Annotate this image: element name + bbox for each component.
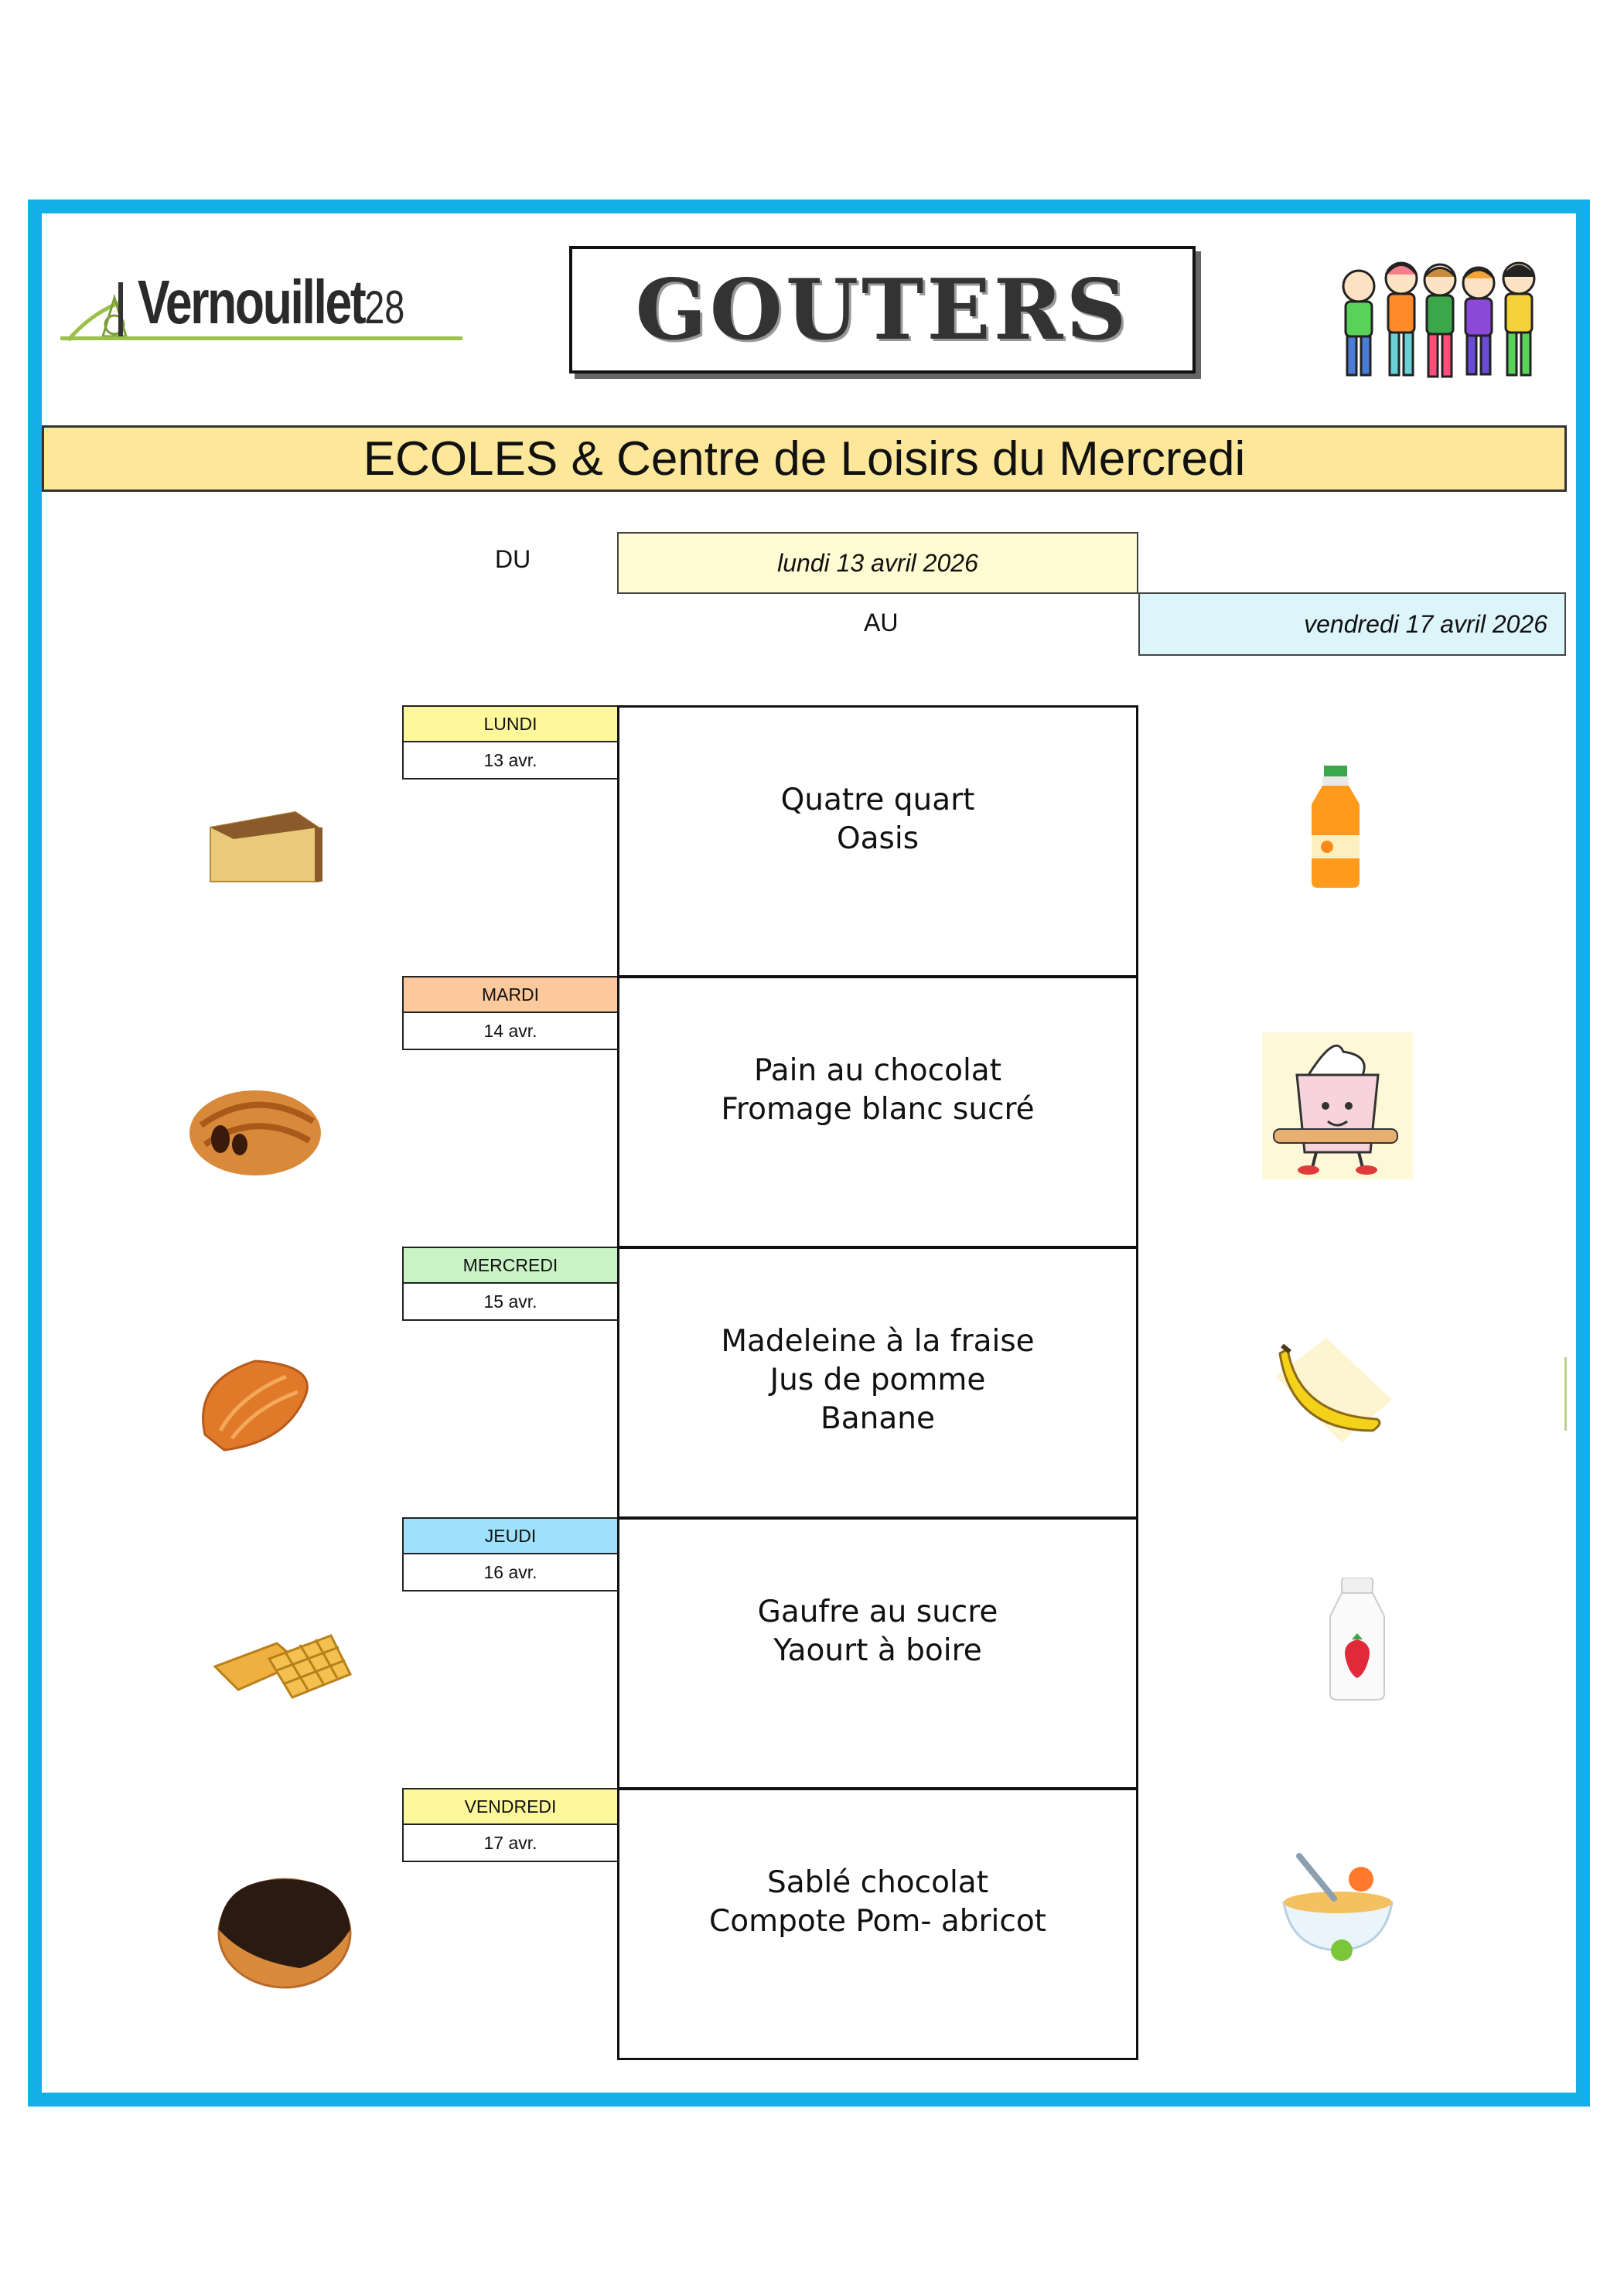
day-name-mardi: MARDI	[402, 976, 619, 1013]
madeleine-icon	[193, 1349, 317, 1458]
day-date-jeudi: 16 avr.	[402, 1554, 619, 1592]
day-name-lundi: LUNDI	[402, 705, 619, 742]
menu-item: Compote Pom- abricot	[709, 1904, 1046, 1939]
menu-box-lundi	[617, 705, 1138, 977]
decorative-line	[1564, 1357, 1567, 1431]
logo-underline	[60, 336, 462, 340]
page-title: GOUTERS	[635, 261, 1130, 359]
day-name-jeudi: JEUDI	[402, 1517, 619, 1554]
menu-box-jeudi	[617, 1517, 1138, 1789]
menu-item: Yaourt à boire	[773, 1633, 982, 1668]
start-date: lundi 13 avril 2026	[617, 532, 1138, 594]
du-label: DU	[495, 545, 531, 573]
day-date-vendredi: 17 avr.	[402, 1825, 619, 1862]
day-name-vendredi: VENDREDI	[402, 1788, 619, 1825]
logo-text: Vernouillet28	[138, 268, 405, 336]
menu-item: Madeleine à la fraise	[721, 1324, 1035, 1359]
menu-box-mercredi	[617, 1247, 1138, 1519]
children-group-icon	[1324, 255, 1556, 391]
au-label: AU	[864, 609, 899, 636]
menu-box-vendredi	[617, 1788, 1138, 2060]
compote-bowl-icon	[1276, 1848, 1400, 1964]
menu-item: Banane	[821, 1401, 935, 1436]
vernouillet-logo	[60, 267, 470, 360]
menu-item: Jus de pomme	[769, 1363, 986, 1397]
menu-item: Sablé chocolat	[767, 1865, 988, 1900]
menu-box-mardi	[617, 976, 1138, 1248]
menu-item: Pain au chocolat	[754, 1053, 1001, 1088]
pound-cake-icon	[203, 804, 326, 889]
day-date-mercredi: 15 avr.	[402, 1284, 619, 1321]
day-name-mercredi: MERCREDI	[402, 1247, 619, 1284]
chocolate-biscuit-icon	[215, 1875, 354, 1991]
banana-icon	[1268, 1330, 1400, 1446]
day-date-lundi: 13 avr.	[402, 742, 619, 780]
waffle-icon	[207, 1628, 354, 1705]
menu-item: Quatre quart	[780, 783, 975, 817]
day-date-mardi: 14 avr.	[402, 1013, 619, 1050]
menu-item: Gaufre au sucre	[757, 1595, 998, 1629]
juice-bottle-icon	[1307, 766, 1365, 889]
subtitle-banner: ECOLES & Centre de Loisirs du Mercredi	[42, 425, 1567, 492]
end-date: vendredi 17 avril 2026	[1138, 592, 1566, 656]
menu-item: Oasis	[836, 821, 919, 856]
menu-item: Fromage blanc sucré	[721, 1092, 1035, 1127]
yogurt-cup-icon	[1262, 1032, 1413, 1179]
drinking-yogurt-icon	[1322, 1578, 1392, 1701]
pain-au-chocolat-icon	[186, 1079, 325, 1179]
title-box	[569, 246, 1196, 374]
